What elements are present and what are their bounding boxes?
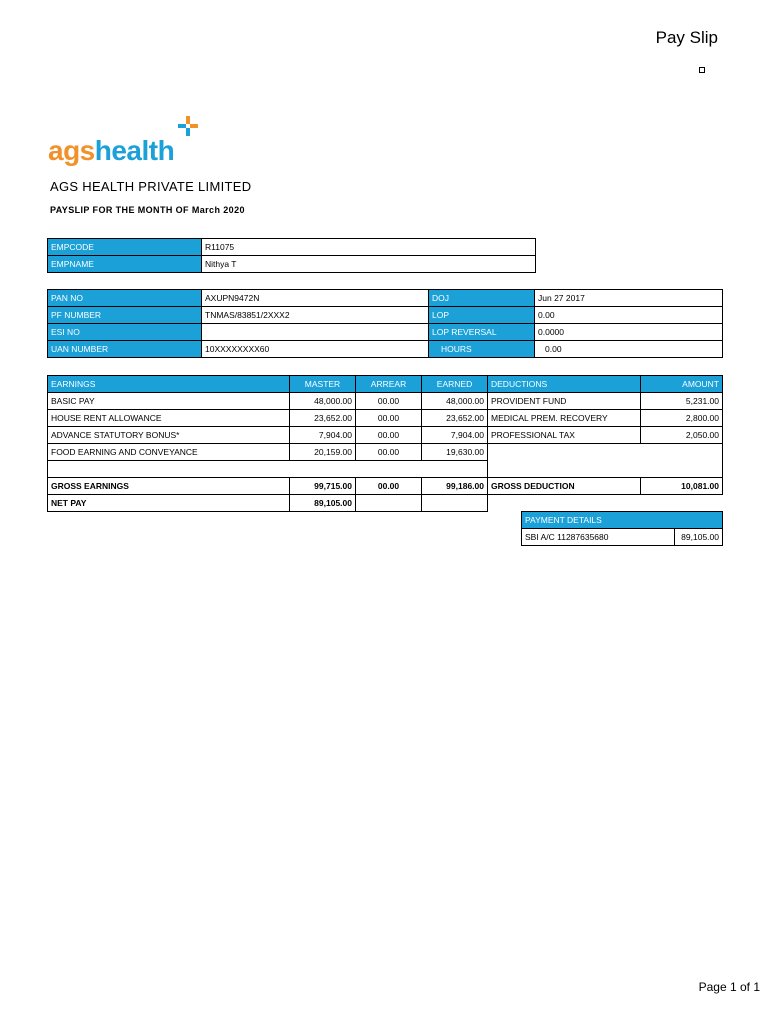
cross-icon — [178, 116, 198, 136]
deduction-name — [488, 444, 723, 478]
deduction-name: PROVIDENT FUND — [488, 393, 641, 410]
table-row — [48, 444, 723, 461]
gross-earned: 99,186.00 — [422, 478, 488, 495]
page-title: Pay Slip — [655, 28, 718, 47]
lop-label: LOP — [429, 307, 535, 324]
earning-earned: 48,000.00 — [422, 393, 488, 410]
earned-header: EARNED — [422, 376, 488, 393]
deduction-amount: 2,050.00 — [641, 427, 723, 444]
earning-name: BASIC PAY — [48, 393, 290, 410]
logo-health-text: health — [94, 135, 175, 166]
empname-label: EMPNAME — [48, 256, 202, 273]
deduction-name: MEDICAL PREM. RECOVERY — [488, 410, 641, 427]
empcode-value: R11075 — [202, 239, 536, 256]
employee-table — [47, 238, 536, 273]
pf-value: TNMAS/83851/2XXX2 — [202, 307, 429, 324]
payment-account: SBI A/C 11287635680 — [522, 529, 675, 546]
earning-master: 23,652.00 — [290, 410, 356, 427]
lop-value: 0.00 — [535, 307, 723, 324]
table-row — [48, 410, 723, 427]
payslip-month-title: PAYSLIP FOR THE MONTH OF March 2020 — [50, 205, 245, 215]
earnings-header: EARNINGS — [48, 376, 290, 393]
net-pay-earned — [422, 495, 488, 512]
amount-header: AMOUNT — [641, 376, 723, 393]
pan-value: AXUPN9472N — [202, 290, 429, 307]
gross-deduction-value: 10,081.00 — [641, 478, 723, 495]
empname-value: Nithya T — [202, 256, 536, 273]
gross-arrear: 00.00 — [356, 478, 422, 495]
net-pay-master: 89,105.00 — [290, 495, 356, 512]
payment-header: PAYMENT DETAILS — [522, 512, 723, 529]
page-footer: Page 1 of 1 — [698, 980, 760, 994]
small-marker-box — [699, 67, 705, 73]
earning-arrear: 00.00 — [356, 410, 422, 427]
earning-earned: 19,630.00 — [422, 444, 488, 461]
table-row — [48, 393, 723, 410]
hours-value: 0.00 — [535, 341, 723, 358]
esi-value — [202, 324, 429, 341]
deduction-name: PROFESSIONAL TAX — [488, 427, 641, 444]
doj-value: Jun 27 2017 — [535, 290, 723, 307]
gross-deduction-label: GROSS DEDUCTION — [488, 478, 641, 495]
logo-ags-text: ags — [48, 135, 95, 166]
net-pay-arrear — [356, 495, 422, 512]
deduction-amount: 5,231.00 — [641, 393, 723, 410]
earning-arrear: 00.00 — [356, 427, 422, 444]
arrear-header: ARREAR — [356, 376, 422, 393]
earnings-table — [47, 375, 723, 512]
gross-earnings-label: GROSS EARNINGS — [48, 478, 290, 495]
empcode-label: EMPCODE — [48, 239, 202, 256]
table-row — [48, 427, 723, 444]
hours-label: HOURS — [429, 341, 535, 358]
uan-label: UAN NUMBER — [48, 341, 202, 358]
earning-master: 20,159.00 — [290, 444, 356, 461]
doj-label: DOJ — [429, 290, 535, 307]
deductions-header: DEDUCTIONS — [488, 376, 641, 393]
earning-name: FOOD EARNING AND CONVEYANCE — [48, 444, 290, 461]
earning-name: ADVANCE STATUTORY BONUS* — [48, 427, 290, 444]
lop-reversal-label: LOP REVERSAL — [429, 324, 535, 341]
earning-master: 7,904.00 — [290, 427, 356, 444]
lop-reversal-value: 0.0000 — [535, 324, 723, 341]
net-pay-label: NET PAY — [48, 495, 290, 512]
uan-value: 10XXXXXXXX60 — [202, 341, 429, 358]
gross-master: 99,715.00 — [290, 478, 356, 495]
esi-label: ESI NO — [48, 324, 202, 341]
earning-earned: 23,652.00 — [422, 410, 488, 427]
payment-table — [521, 511, 723, 546]
deduction-amount: 2,800.00 — [641, 410, 723, 427]
company-logo — [48, 116, 208, 168]
pan-label: PAN NO — [48, 290, 202, 307]
earning-arrear: 00.00 — [356, 444, 422, 461]
pf-label: PF NUMBER — [48, 307, 202, 324]
earning-name: HOUSE RENT ALLOWANCE — [48, 410, 290, 427]
company-name: AGS HEALTH PRIVATE LIMITED — [50, 179, 252, 194]
empty-cell — [488, 495, 723, 512]
payment-amount: 89,105.00 — [675, 529, 723, 546]
details-table — [47, 289, 723, 358]
blank-row — [48, 461, 488, 478]
earning-master: 48,000.00 — [290, 393, 356, 410]
earning-arrear: 00.00 — [356, 393, 422, 410]
earning-earned: 7,904.00 — [422, 427, 488, 444]
master-header: MASTER — [290, 376, 356, 393]
